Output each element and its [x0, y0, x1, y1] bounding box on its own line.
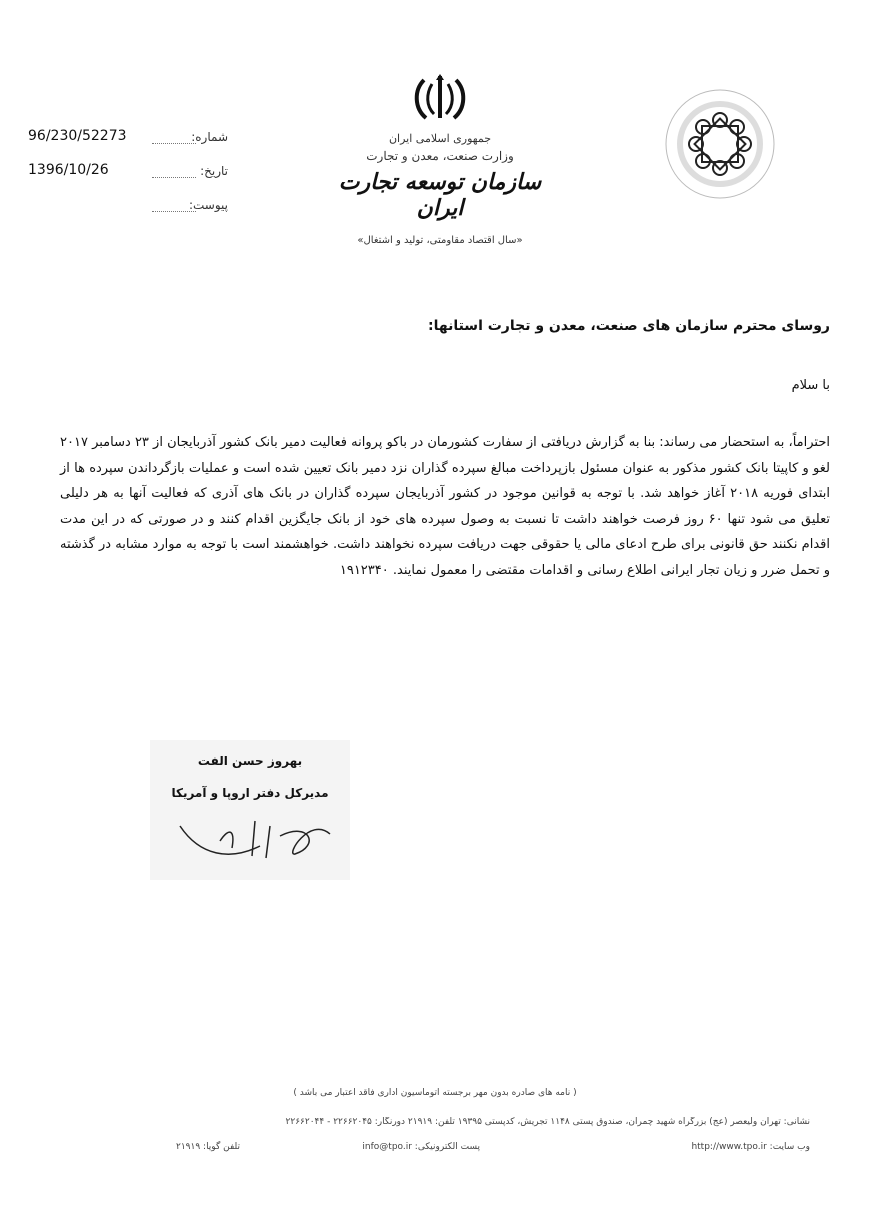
tpo-logo-icon	[660, 84, 780, 204]
signer-title: مدیرکل دفتر اروپا و آمریکا	[171, 786, 329, 800]
signature-block	[150, 740, 350, 880]
organization-name: سازمان توسعه تجارت ایران	[338, 169, 542, 221]
greeting: با سلام	[791, 378, 830, 393]
recipient-salutation: روسای محترم سازمان های صنعت، معدن و تجارت استانها:	[427, 318, 830, 334]
footer-note: ( نامه های صادره بدون مهر برجسته اتوماسیون اداری فاقد اعتبار می باشد )	[293, 1088, 577, 1098]
date-row	[28, 152, 228, 178]
footer-website: وب سایت: http://www.tpo.ir	[691, 1142, 810, 1152]
footer-email: پست الکترونیکی: info@tpo.ir	[362, 1142, 480, 1152]
iran-emblem-icon	[410, 72, 470, 124]
signer-name: بهروز حسن الفت	[197, 754, 303, 768]
footer-address: نشانی: تهران ولیعصر (عج) بزرگراه شهید چمران، صندوق پستی ۱۱۴۸ تجریش، کدپستی ۱۹۳۹۵ تلفن: ۲۱۹۱۹ دورنگار: ۲۲۶۶۲۰۴۵ - ۲۲۶۶۲۰۴۴	[285, 1117, 810, 1127]
handwritten-signature-icon	[160, 786, 340, 866]
letter-body: احتراماً، به استحضار می رساند: بنا به گزارش دریافتی از سفارت کشورمان در باکو پروانه فعالیت دمیر بانک کشور آذربایجان از ۲۳ دسامبر ۲۰۱۷ لغو و کاپیتا بانک کشور مذکور به عنوان مسئول بازپرداخت مبالغ سپرده گذاران نزد دمیر بانک تعیین شده است و عملیات بازگرداندن سپرده ها از ابتدای فوریه ۲۰۱۸ آغاز خواهد شد. با توجه به قوانین موجود در کشور آذربایجان سپرده گذاران در بانک های آذری که فعالیت آنها به هر دلیلی تعلیق می شود تنها ۶۰ روز فرصت خواهند داشت تا نسبت به وصول سپرده های خود از بانک جایگزین اقدام کنند و در صورتی که در این مدت اقدام نکنند حق قانونی برای طرح ادعای مالی یا حقوقی جهت دریافت سپرده نخواهند داشت. خواهشمند است با توجه به موارد مشابه در گذشته و تحمل ضرر و زیان تجار ایرانی اطلاع رسانی و اقدامات مقتضی را معمول نمایند. ۱۹۱۲۳۴۰	[60, 435, 831, 578]
year-motto: «سال اقتصاد مقاومتی، تولید و اشتغال»	[357, 235, 523, 246]
number-label: شماره:	[191, 130, 228, 144]
date-label: تاریخ:	[200, 164, 228, 178]
letterhead	[330, 72, 550, 246]
letter-meta	[28, 118, 228, 220]
letter-date: 1396/10/26	[28, 162, 109, 178]
number-row	[28, 118, 228, 144]
attachment-label: پیوست:	[188, 198, 228, 212]
letter-number: 96/230/52273	[28, 128, 127, 144]
government-line: جمهوری اسلامی ایران	[388, 132, 492, 145]
dotted-line	[152, 127, 196, 144]
ministry-name: وزارت صنعت، معدن و تجارت	[366, 149, 514, 163]
footer-phone: تلفن گویا: ۲۱۹۱۹	[176, 1142, 240, 1152]
dotted-line	[152, 161, 196, 178]
attachment-row	[28, 186, 228, 212]
